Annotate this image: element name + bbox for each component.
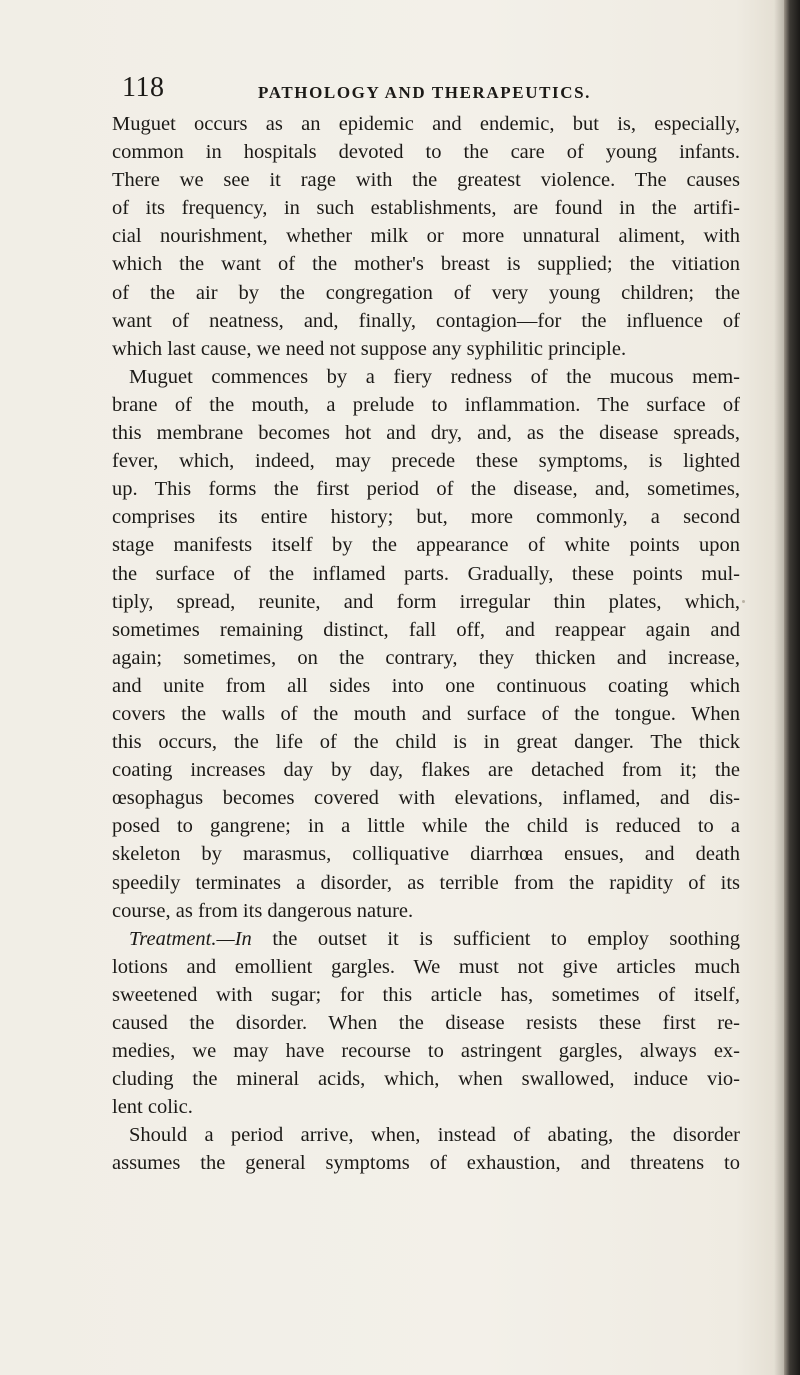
text-line: speedily terminates a disorder, as terrible from the rapidity of its <box>112 871 740 894</box>
text-line: stage manifests itself by the appearance of white points upon <box>112 534 740 557</box>
text-line: sweetened with sugar; for this article has, sometimes of itself, <box>112 983 740 1006</box>
text-line: caused the disorder. When the disease resists these first re- <box>112 1012 740 1034</box>
text-line: Muguet occurs as an epidemic and endemic, but is, especially, <box>112 113 740 135</box>
text-line: of the air by the congregation of very young children; the <box>112 281 740 304</box>
binding-edge <box>784 0 800 1375</box>
running-head: PATHOLOGY AND THERAPEUTICS. <box>258 83 592 102</box>
text-line: lotions and emollient gargles. We must not give articles much <box>112 955 740 978</box>
text-line: course, as from its dangerous nature. <box>112 899 414 922</box>
text-line: of its frequency, in such establishments, are found in the artifi- <box>112 197 740 220</box>
text-line: covers the walls of the mouth and surface of the tongue. When <box>112 702 740 725</box>
text-line: Should a period arrive, when, instead of abating, the disorder <box>129 1124 740 1147</box>
text-line: brane of the mouth, a prelude to inflammation. The surface of <box>112 393 740 416</box>
text-line: lent colic. <box>112 1096 193 1119</box>
text-line: common in hospitals devoted to the care of young infants. <box>112 141 740 164</box>
body-text <box>112 110 740 1178</box>
text-line: fever, which, indeed, may precede these symptoms, is lighted <box>112 450 740 473</box>
treatment-heading: Treatment.—In <box>129 927 252 950</box>
text-line: which the want of the mother's breast is supplied; the vitiation <box>112 253 740 276</box>
text-line: up. This forms the first period of the disease, and, sometimes, <box>112 478 740 501</box>
text-line: medies, we may have recourse to astringent gargles, always ex- <box>112 1040 740 1063</box>
text-line: There we see it rage with the greatest violence. The causes <box>112 169 740 192</box>
paper-speck <box>742 600 745 603</box>
text-line: coating increases day by day, flakes are detached from it; the <box>112 759 740 782</box>
text-line: sometimes remaining distinct, fall off, and reappear again and <box>112 618 740 641</box>
text-line: cluding the mineral acids, which, when swallowed, induce vio- <box>112 1068 740 1091</box>
text-line: again; sometimes, on the contrary, they thicken and increase, <box>112 646 740 669</box>
text-line: posed to gangrene; in a little while the child is reduced to a <box>112 815 740 838</box>
page-number: 118 <box>122 72 165 103</box>
gutter-shadow <box>774 0 784 1375</box>
text-line: tiply, spread, reunite, and form irregular thin plates, which, <box>112 590 740 613</box>
text-line: this occurs, the life of the child is in great danger. The thick <box>112 731 740 754</box>
treatment-line-text: the outset it is sufficient to employ soothing <box>272 927 740 950</box>
text-line: which last cause, we need not suppose any syphilitic principle. <box>112 337 627 360</box>
text-line: Muguet commences by a fiery redness of the mucous mem- <box>129 365 740 388</box>
text-line: and unite from all sides into one continuous coating which <box>112 674 740 697</box>
text-line: this membrane becomes hot and dry, and, as the disease spreads, <box>112 422 740 445</box>
text-line: comprises its entire history; but, more commonly, a second <box>112 506 740 529</box>
text-line: assumes the general symptoms of exhaustion, and threatens to <box>112 1152 740 1175</box>
text-line: cial nourishment, whether milk or more unnatural aliment, with <box>112 225 740 248</box>
text-line: want of neatness, and, finally, contagion—for the influence of <box>112 309 740 332</box>
text-line: skeleton by marasmus, colliquative diarrhœa ensues, and death <box>112 843 740 866</box>
text-line: œsophagus becomes covered with elevations, inflamed, and dis- <box>112 787 740 810</box>
text-line: the surface of the inflamed parts. Gradually, these points mul- <box>112 562 740 585</box>
text-line <box>112 925 740 953</box>
